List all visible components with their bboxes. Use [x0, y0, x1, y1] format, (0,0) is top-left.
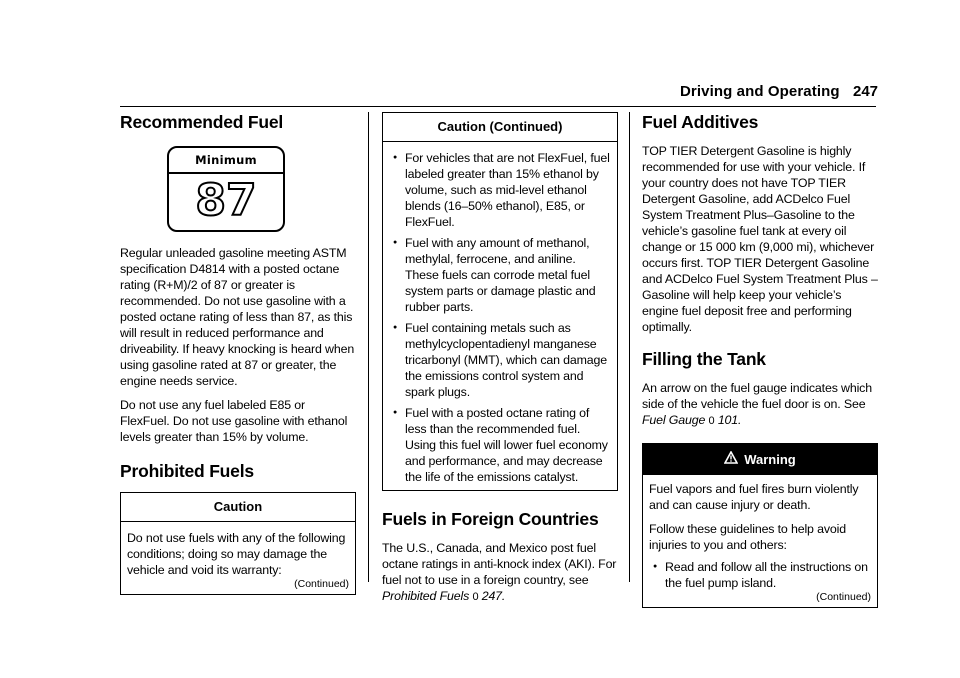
column-3	[642, 112, 878, 616]
xref-title: Fuel Gauge	[642, 413, 706, 427]
list-item: ● Read and follow all the instructions on the fuel pump island.	[649, 559, 871, 591]
running-header-section: Driving and Operating	[680, 83, 840, 100]
continued-label: (Continued)	[816, 591, 871, 603]
column-divider	[368, 112, 369, 582]
badge-octane-number: 87	[195, 175, 257, 226]
header-rule	[120, 106, 876, 107]
caution-title: Caution	[121, 493, 355, 522]
page-number: 247	[853, 83, 879, 100]
list-item: ● For vehicles that are not FlexFuel, fuel labeled greater than 15% ethanol by volume, such as mid-level ethanol blends (16–50% ethanol), E85, or FlexFuel.	[389, 150, 611, 230]
heading-fuel-additives: Fuel Additives	[642, 112, 759, 132]
list-item: ● Fuel with any amount of methanol, methylal, ferrocene, and aniline. These fuels can corrode metal fuel system parts or damage plastic and rubber parts.	[389, 235, 611, 315]
page-arrow-icon: 0	[708, 415, 715, 427]
heading-recommended-fuel: Recommended Fuel	[120, 112, 284, 132]
list-item: ● Fuel with a posted octane rating of less than the recommended fuel. Using this fuel will lower fuel economy and performance, and may decrease the life of the emissions catalyst.	[389, 405, 611, 485]
caution-text: Do not use fuels with any of the following conditions; doing so may damage the vehicle and void its warranty:	[127, 531, 346, 577]
column-2	[382, 112, 618, 613]
caution-title: Caution (Continued)	[383, 113, 617, 142]
paragraph: TOP TIER Detergent Gasoline is highly recommended for use with your vehicle. If your country does not have TOP TIER Detergent Gasoline, add ACDelco Fuel System Treatment Plus–Gasoline to the vehicle’s gasoline fuel tank at every oil change or 15 000 km (9,000 mi), whichever occurs first. TOP TIER Detergent Gasoline and ACDelco Fuel System Treatment Plus –Gasoline will help keep your vehicle’s engine fuel deposit free and performing optimally.	[642, 144, 878, 334]
warning-triangle-icon	[724, 444, 738, 474]
heading-fuels-foreign-countries: Fuels in Foreign Countries	[382, 509, 599, 529]
caution-continued-box	[382, 112, 618, 491]
column-1	[120, 112, 356, 603]
heading-filling-the-tank: Filling the Tank	[642, 349, 766, 369]
cross-reference-link[interactable]	[642, 413, 741, 427]
cross-reference-link[interactable]	[382, 589, 505, 603]
warning-text: Fuel vapors and fuel fires burn violently and can cause injury or death.	[649, 482, 859, 512]
caution-list	[389, 150, 611, 485]
warning-text: Follow these guidelines to help avoid injuries to you and others:	[649, 522, 846, 552]
xref-title: Prohibited Fuels	[382, 589, 470, 603]
paragraph: Regular unleaded gasoline meeting ASTM specification D4814 with a posted octane rating (R+M)/2 of 87 or greater is recommended. Do not use gasoline with a posted octane rating of less than 87, as this will result in reduced performance and driveability. If heavy knocking is heard when using gasoline rated at 87 or greater, the engine needs service.	[120, 246, 355, 388]
paragraph	[382, 540, 618, 605]
warning-title: Warning	[744, 452, 796, 467]
paragraph: Do not use any fuel labeled E85 or FlexFuel. Do not use gasoline with ethanol levels greater than 15% by volume.	[120, 398, 348, 444]
paragraph-text: The U.S., Canada, and Mexico post fuel octane ratings in anti-knock index (AKI). For fuel not to use in a foreign country, see	[382, 541, 617, 587]
paragraph	[642, 380, 878, 429]
xref-page: 247.	[481, 589, 506, 603]
badge-label: Minimum	[195, 153, 257, 167]
page-arrow-icon: 0	[472, 591, 479, 603]
warning-list	[649, 559, 871, 591]
column-divider	[629, 112, 630, 582]
minimum-octane-badge	[167, 146, 285, 232]
continued-label: (Continued)	[294, 578, 349, 590]
list-item: ● Fuel containing metals such as methylcyclopentadienyl manganese tricarbonyl (MMT), which can damage the emissions control system and spark plugs.	[389, 320, 611, 400]
warning-box	[642, 443, 878, 608]
xref-page: 101.	[717, 413, 742, 427]
caution-box	[120, 492, 356, 595]
warning-header	[643, 444, 877, 475]
paragraph-text: An arrow on the fuel gauge indicates which side of the vehicle the fuel door is on. See	[642, 381, 872, 411]
heading-prohibited-fuels: Prohibited Fuels	[120, 461, 254, 481]
